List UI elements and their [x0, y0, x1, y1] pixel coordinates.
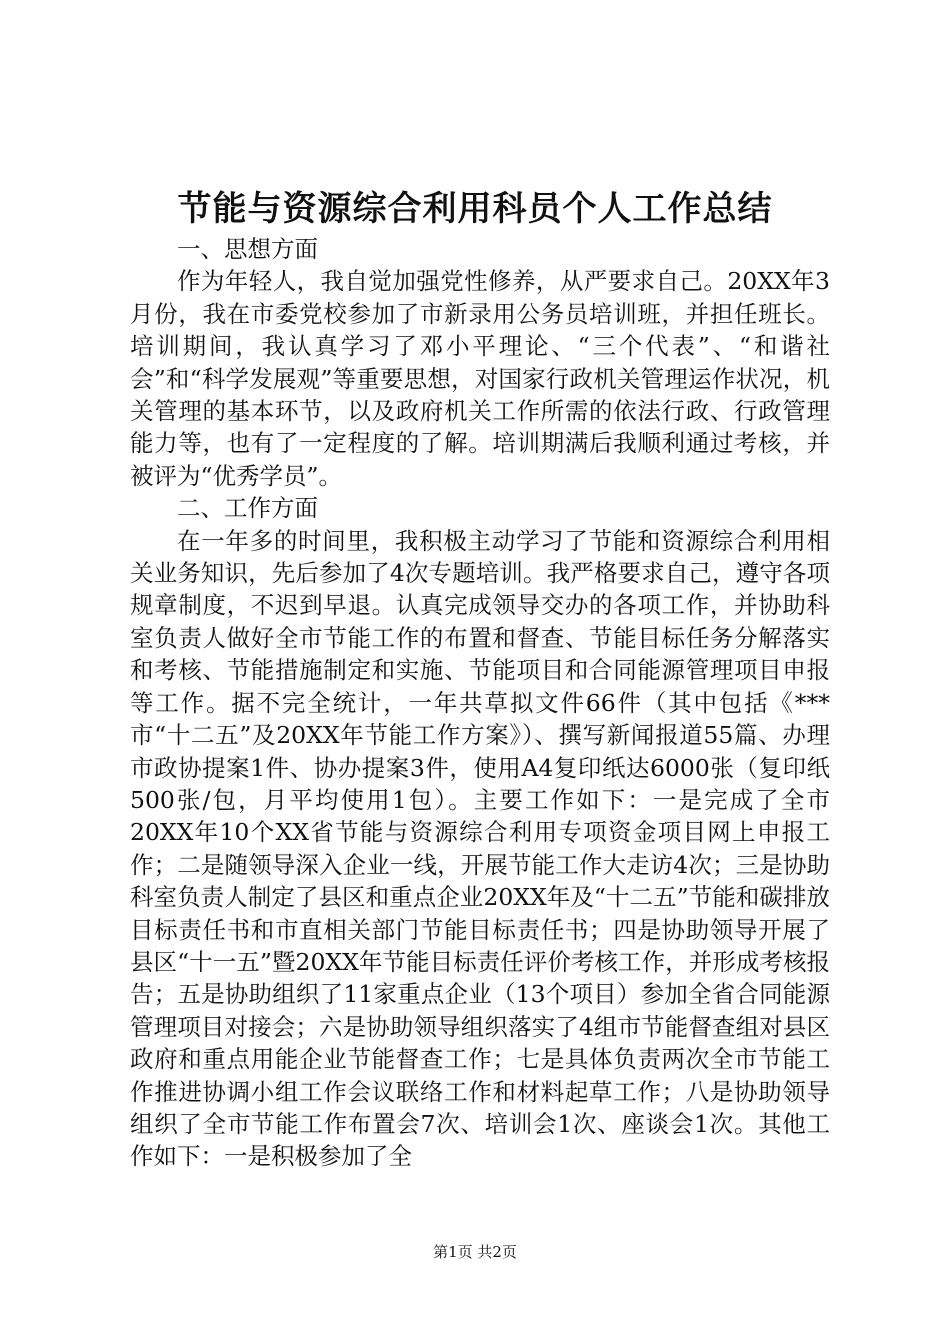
document-body — [130, 233, 830, 1173]
section-heading-thought: 一、思想方面 — [177, 235, 318, 263]
section-heading-work: 二、工作方面 — [177, 494, 318, 523]
section-paragraph-work: 在一年多的时间里，我积极主动学习了节能和资源综合利用相关业务知识，先后参加了4次专题培训。我严格要求自己，遵守各项规章制度，不迟到早退。认真完成领导交办的各项工作，并协助科室负责人做好全市节能工作的布置和督查、节能目标任务分解落实和考核、节能措施制定和实施、节能项目和合同能源管理项目申报等工作。据不完全统计，一年共草拟文件66件（其中包括《***市“十二五”及20XX年节能工作方案》）、撰写新闻报道55篇、办理市政协提案1件、协办提案3件，使用A4复印纸达6000张（复印纸500张/包，月平均使用1包）。主要工作如下：一是完成了全市20XX年10个XX省节能与资源综合利用专项资金项目网上申报工作；二是随领导深入企业一线，开展节能工作大走访4次；三是协助科室负责人制定了县区和重点企业20XX年及“十二五”节能和碳排放目标责任书和市直相关部门节能目标责任书；四是协助领导开展了县区“十一五”暨20XX年节能目标责任评价考核工作，并形成考核报告；五是协助组织了11家重点企业（13个项目）参加全省合同能源管理项目对接会；六是协助领导组织落实了4组市节能督查组对县区政府和重点用能企业节能督查工作；七是具体负责两次全市节能工作推进协调小组工作会议联络工作和材料起草工作；八是协助领导组织了全市节能工作布置会7次、培训会1次、座谈会1次。其他工作如下：一是积极参加了全 — [130, 526, 830, 1171]
page-number-footer: 第1页 共2页 — [433, 1243, 517, 1261]
document-title: 节能与资源综合利用科员个人工作总结 — [177, 189, 773, 229]
section-paragraph-thought: 作为年轻人，我自觉加强党性修养，从严要求自己。20XX年3月份，我在市委党校参加了市新录用公务员培训班，并担任班长。培训期间，我认真学习了邓小平理论、“三个代表”、“和谐社会”和“科学发展观”等重要思想，对国家行政机关管理运作状况，机关管理的基本环节，以及政府机关工作所需的依法行政、行政管理能力等，也有了一定程度的了解。培训期满后我顺利通过考核，并被评为“优秀学员”。 — [130, 267, 830, 490]
